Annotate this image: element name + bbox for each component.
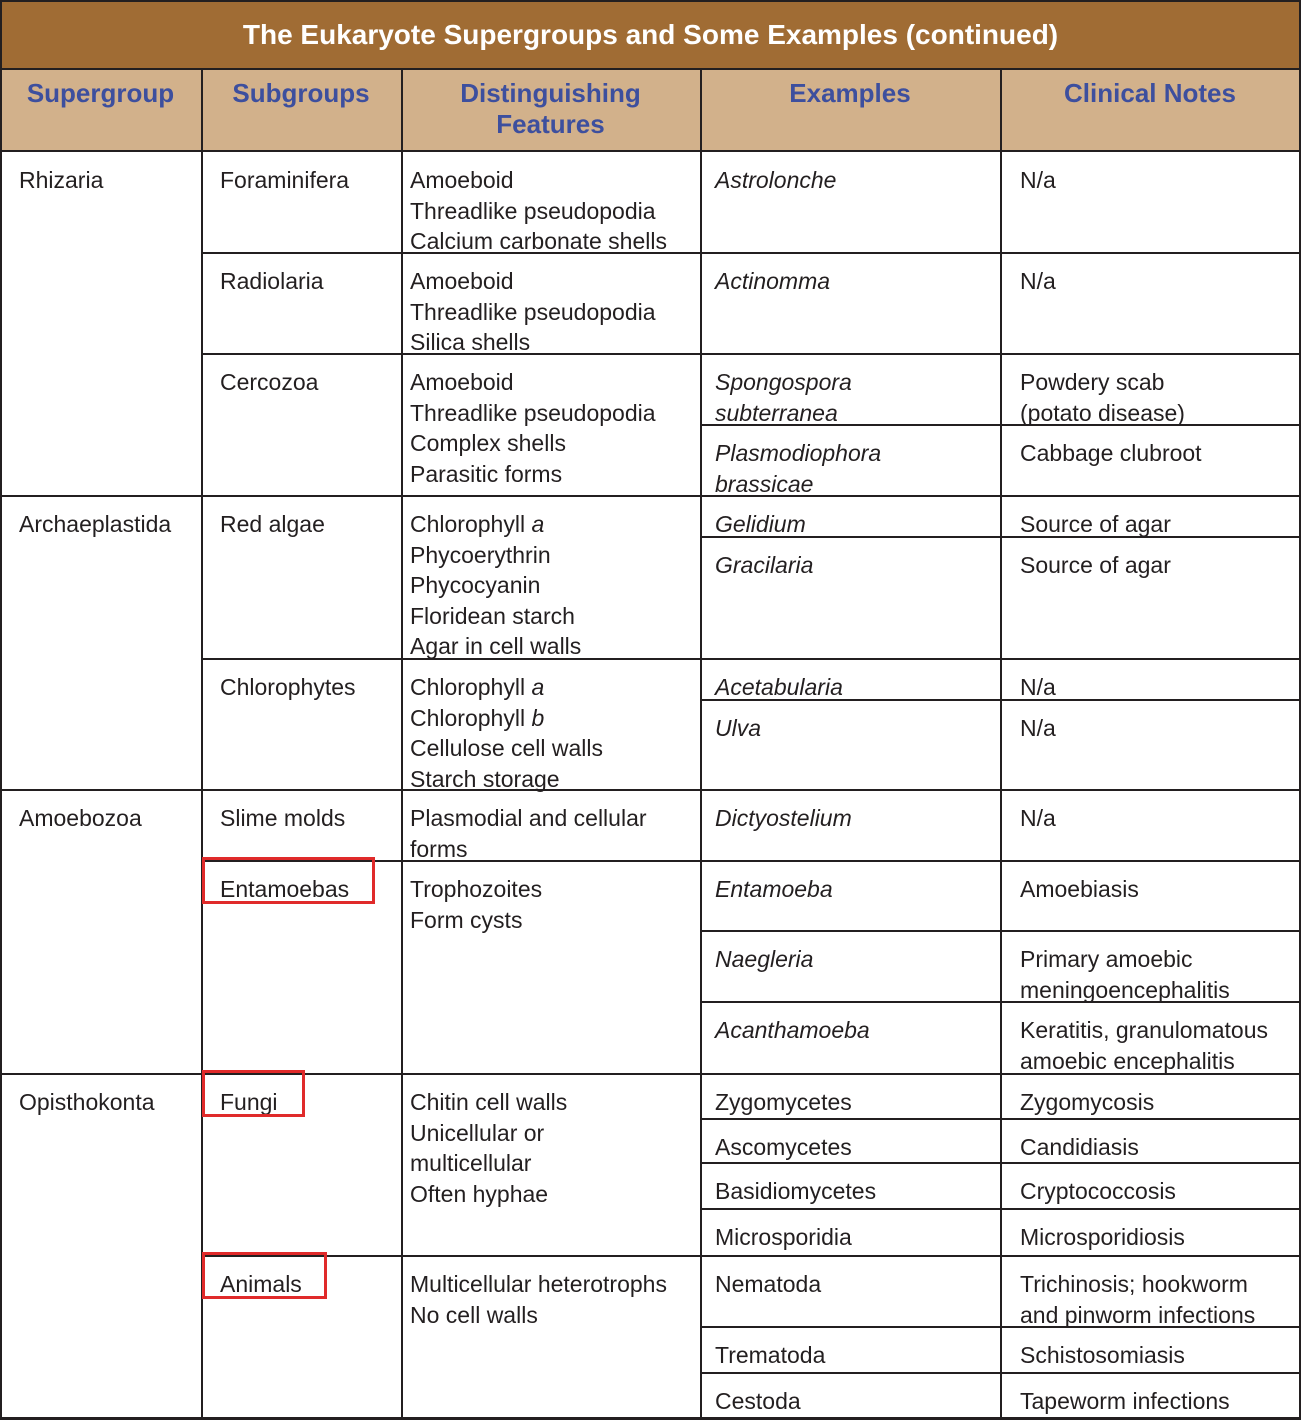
feature-line [410,1179,567,1210]
clinical-note-cell: Keratitis, granulomatous amoebic encephalitis [1020,1017,1269,1074]
features-cell [410,1269,667,1330]
clinical-note-cell: Powdery scab (potato disease) [1020,369,1185,426]
feature-line [410,367,656,398]
example-cell: Zygomycetes [715,1089,852,1115]
example-cell: Trematoda [715,1342,826,1368]
border-title-bottom [0,68,1301,70]
feature-text: Often hyphae [410,1180,549,1207]
clinical-note-cell: Amoebiasis [1020,876,1139,902]
feature-text: Threadlike pseudopodia [410,298,656,325]
example-cell: Basidiomycetes [715,1178,877,1204]
column-divider-2 [401,69,403,1420]
feature-text: Chitin cell walls [410,1089,568,1115]
example-cell: Ascomycetes [715,1134,852,1160]
clinical-note-cell: Source of agar [1020,552,1171,578]
feature-text: Parasitic forms [410,460,563,487]
header-supergroup: Supergroup [0,69,201,151]
clinical-note-cell: N/a [1020,167,1056,193]
example-cell: Ulva [715,715,762,741]
feature-text: Silica shells [410,329,531,355]
subgroup-cell: Red algae [220,511,325,537]
example-cell: Gelidium [715,511,806,537]
feature-line [410,874,542,905]
feature-line [410,631,581,662]
supergroup-cell: Archaeplastida [19,511,172,537]
feature-text: Complex shells [410,430,566,456]
subgroup-divider-2 [201,353,1301,355]
feature-text: Phycocyanin [410,572,541,598]
example-cell: Entamoeba [715,876,833,902]
feature-text: Multicellular heterotrophs [410,1271,667,1297]
feature-text: Starch storage [410,765,560,792]
feature-text: No cell walls [410,1301,538,1328]
clinical-note-cell: Zygomycosis [1020,1089,1155,1115]
supergroup-cell: Opisthokonta [19,1089,155,1115]
subgroup-cell: Radiolaria [220,268,324,294]
features-cell [410,165,667,257]
feature-text: Threadlike pseudopodia [410,399,656,426]
feature-line [410,297,656,328]
clinical-note-cell: Cabbage clubroot [1020,440,1202,466]
clinical-note-cell: N/a [1020,805,1056,831]
example-divider-13 [700,1118,1301,1120]
example-divider-15 [700,1208,1301,1210]
features-cell [410,509,581,662]
feature-text: Phycoerythrin [410,541,551,568]
feature-line [410,905,542,936]
clinical-note-cell: Candidiasis [1020,1134,1139,1160]
feature-text: Trophozoites [410,876,543,902]
highlight-box-fungi [202,1070,305,1117]
features-cell [410,1087,567,1209]
feature-line [410,540,581,571]
feature-line [410,834,647,865]
example-cell: Cestoda [715,1388,801,1414]
chlorophyll-type: b [525,704,545,731]
header-subgroups: Subgroups [201,69,401,151]
column-divider-3 [700,69,702,1420]
features-cell [410,803,647,864]
example-cell: Acetabularia [715,674,843,700]
feature-line [410,1148,567,1179]
feature-line [410,733,603,764]
feature-line [410,428,656,459]
feature-text: Amoeboid [410,369,514,395]
subgroup-cell: Fungi [220,1089,278,1115]
example-cell: Plasmodiophora brassicae [715,440,882,497]
feature-line [410,226,667,257]
column-divider-4 [1000,69,1002,1420]
example-cell: Naegleria [715,946,814,972]
chlorophyll-type: a [525,674,545,700]
highlight-box-entamoebas [202,857,375,904]
feature-line [410,327,656,358]
supergroup-cell: Amoebozoa [19,805,142,831]
clinical-note-cell: N/a [1020,674,1056,700]
example-cell: Gracilaria [715,552,814,578]
example-cell: Dictyostelium [715,805,852,831]
feature-line [410,601,581,632]
feature-line [410,703,603,734]
clinical-note-cell: Trichinosis; hookworm and pinworm infections [1020,1271,1256,1328]
subgroup-divider-1 [201,252,1301,254]
example-cell: Astrolonche [715,167,837,193]
feature-text: Amoeboid [410,268,514,294]
feature-text: Chlorophyll [410,511,526,537]
feature-line [410,764,603,795]
feature-line [410,509,581,540]
clinical-note-cell: Source of agar [1020,511,1171,537]
feature-text: Amoeboid [410,167,514,193]
example-cell: Acanthamoeba [715,1017,870,1043]
border-header-bottom [0,150,1301,152]
example-cell: Spongospora subterranea [715,369,852,426]
feature-text: Chlorophyll [410,704,526,731]
feature-line [410,196,667,227]
feature-line [410,1269,667,1300]
header-clinical-notes: Clinical Notes [1000,69,1300,151]
subgroup-cell: Chlorophytes [220,674,356,700]
subgroup-cell: Foraminifera [220,167,350,193]
subgroup-cell: Slime molds [220,805,346,831]
feature-text: Plasmodial and cellular [410,805,647,831]
table-title: The Eukaryote Supergroups and Some Examples (continued) [1,1,1300,68]
example-divider-10 [700,930,1301,932]
clinical-note-cell: Tapeworm infections [1020,1388,1230,1414]
feature-text: Form cysts [410,906,523,933]
feature-text: Floridean starch [410,602,575,629]
clinical-note-cell: Cryptococcosis [1020,1178,1176,1204]
header-distinguishing-features: Distinguishing Features [401,69,700,151]
feature-line [410,1087,567,1118]
border-left [0,0,2,1420]
feature-line [410,165,667,196]
feature-line [410,266,656,297]
features-cell [410,874,542,935]
example-cell: Nematoda [715,1271,822,1297]
highlight-box-animals [202,1252,327,1299]
example-cell: Microsporidia [715,1224,852,1250]
feature-line [410,398,656,429]
column-divider-1 [201,69,203,1420]
clinical-note-cell: N/a [1020,268,1056,294]
header-examples: Examples [700,69,1000,151]
feature-text: Calcium carbonate shells [410,228,667,254]
subgroup-cell: Entamoebas [220,876,350,902]
clinical-note-cell: Microsporidiosis [1020,1224,1185,1250]
features-cell [410,672,603,794]
feature-text: Cellulose cell walls [410,735,604,761]
example-divider-18 [700,1372,1301,1374]
feature-line [410,1118,567,1149]
features-cell [410,367,656,489]
feature-line [410,1300,667,1331]
supergroup-divider-1 [0,495,1301,497]
feature-line [410,570,581,601]
feature-text: Agar in cell walls [410,633,582,659]
subgroup-cell: Animals [220,1271,302,1297]
example-cell: Actinomma [715,268,831,294]
subgroup-cell: Cercozoa [220,369,319,395]
clinical-note-cell: Schistosomiasis [1020,1342,1185,1368]
feature-text: Unicellular or [410,1119,545,1146]
supergroup-cell: Rhizaria [19,167,104,193]
feature-line [410,803,647,834]
feature-text: multicellular [410,1150,532,1176]
feature-text: forms [410,835,468,862]
supergroup-divider-2 [0,789,1301,791]
clinical-note-cell: N/a [1020,715,1056,741]
feature-line [410,672,603,703]
border-top [0,0,1301,2]
clinical-note-cell: Primary amoebic meningoencephalitis [1020,946,1230,1003]
feature-line [410,459,656,490]
subgroup-divider-4 [201,658,1301,660]
feature-text: Chlorophyll [410,674,526,700]
feature-text: Threadlike pseudopodia [410,197,656,224]
chlorophyll-type: a [525,511,545,537]
subgroup-divider-8 [201,1255,1301,1257]
features-cell [410,266,656,358]
